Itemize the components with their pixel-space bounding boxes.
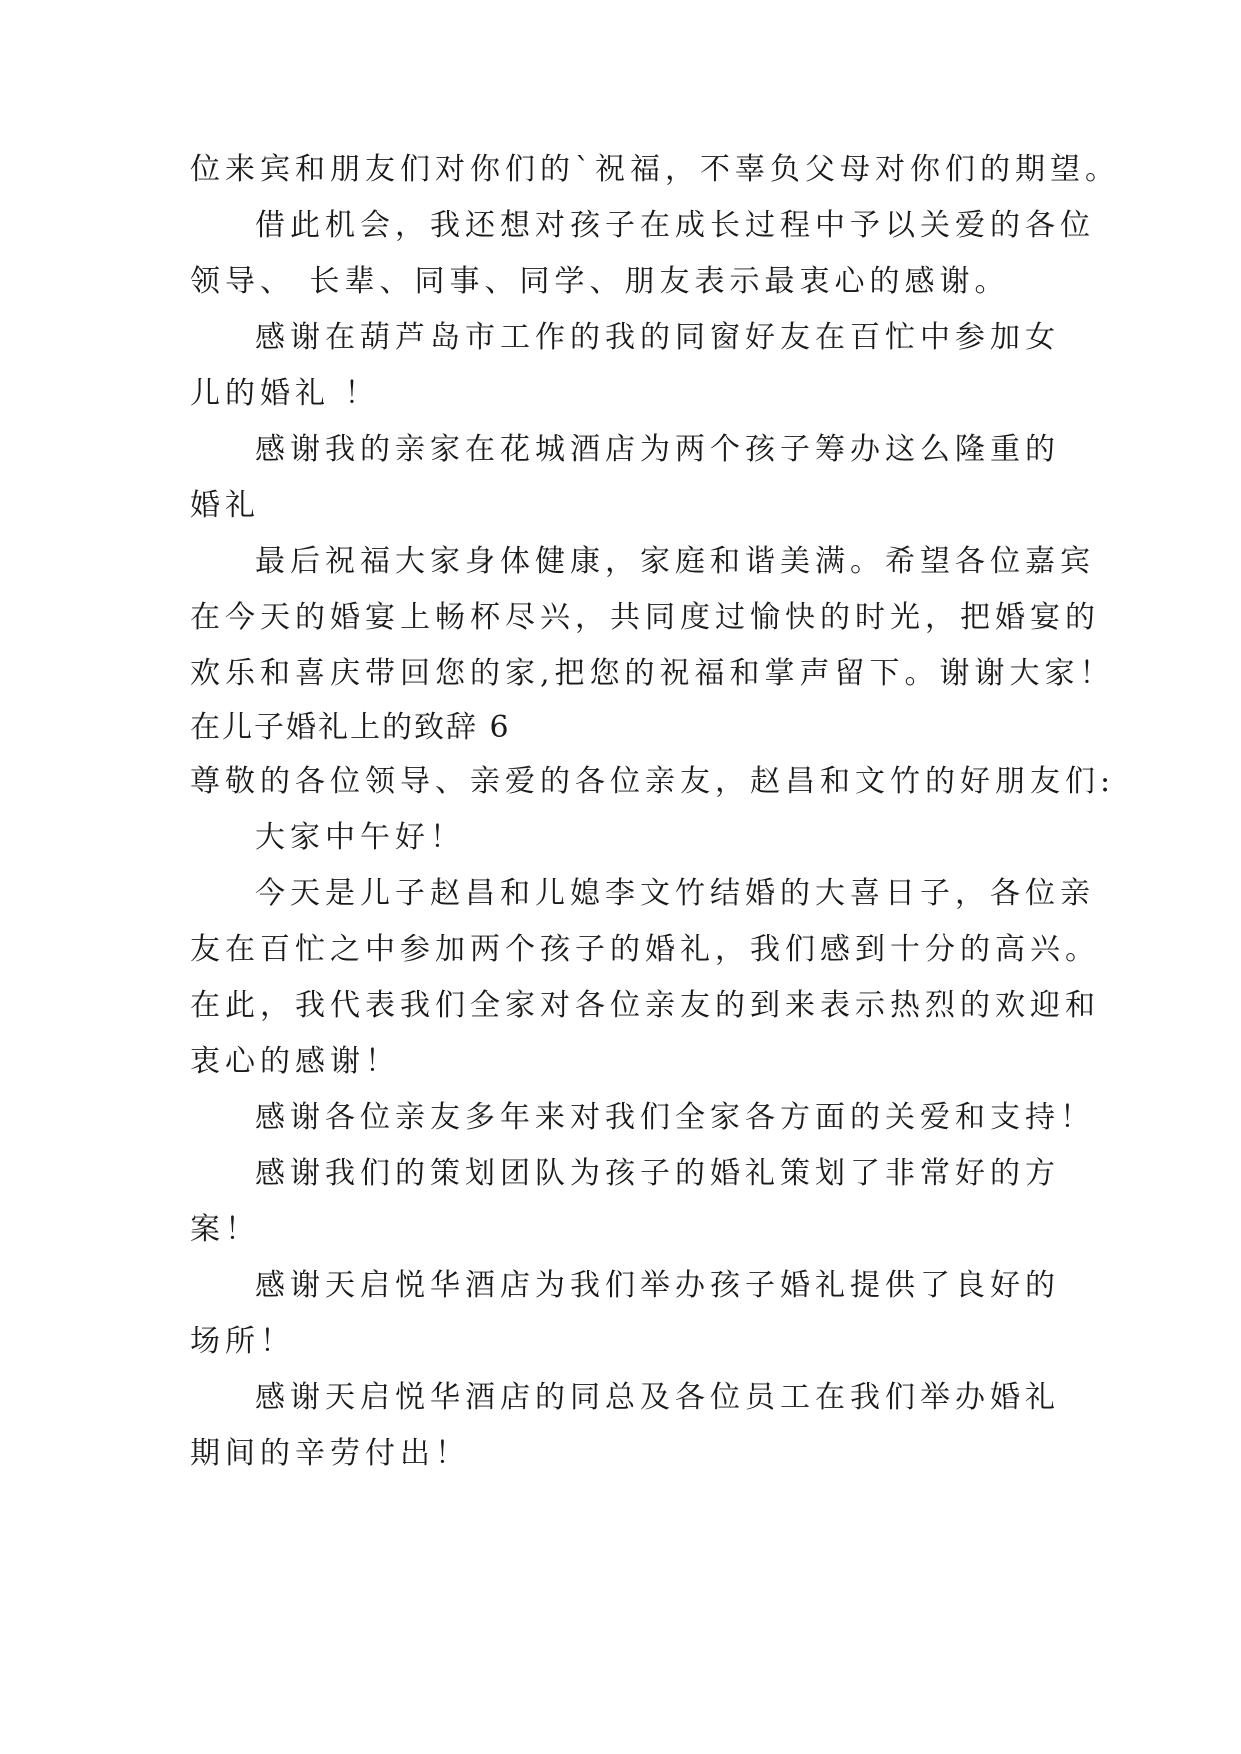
text-line: 婚礼 [190,488,260,523]
text-line: 位来宾和朋友们对你们的`祝福，不辜负父母对你们的期望。 [190,152,1120,187]
paragraph-start-line: 感谢天启悦华酒店为我们举办孩子婚礼提供了良好的 [255,1268,1060,1303]
text-line: 案！ [190,1212,260,1247]
paragraph-start-line: 感谢天启悦华酒店的同总及各位员工在我们举办婚礼 [255,1380,1060,1415]
text-line: 欢乐和喜庆带回您的家,把您的祝福和掌声留下。谢谢大家！ [190,656,1115,691]
salutation-line: 尊敬的各位领导、亲爱的各位亲友，赵昌和文竹的好朋友们: [190,764,1116,799]
paragraph-start-line: 感谢各位亲友多年来对我们全家各方面的关爱和支持！ [255,1100,1095,1135]
text-line: 在今天的婚宴上畅杯尽兴，共同度过愉快的时光，把婚宴的 [190,600,1100,635]
paragraph-start-line: 今天是儿子赵昌和儿媳李文竹结婚的大喜日子，各位亲 [255,876,1095,911]
text-line: 领导、 长辈、同事、同学、朋友表示最衷心的感谢。 [190,264,1010,299]
greeting-line: 大家中午好！ [255,820,465,855]
text-line: 友在百忙之中参加两个孩子的婚礼，我们感到十分的高兴。 [190,932,1100,967]
text-line: 在此，我代表我们全家对各位亲友的到来表示热烈的欢迎和 [190,988,1100,1023]
text-line: 场所！ [190,1324,295,1359]
text-line: 期间的辛劳付出！ [190,1436,470,1471]
paragraph-start-line: 感谢我们的策划团队为孩子的婚礼策划了非常好的方 [255,1156,1060,1191]
paragraph-start-line: 感谢在葫芦岛市工作的我的同窗好友在百忙中参加女 [255,320,1060,355]
paragraph-start-line: 最后祝福大家身体健康，家庭和谐美满。希望各位嘉宾 [255,544,1095,579]
section-heading: 在儿子婚礼上的致辞 6 [190,710,511,745]
paragraph-start-line: 借此机会，我还想对孩子在成长过程中予以关爱的各位 [255,208,1095,243]
paragraph-start-line: 感谢我的亲家在花城酒店为两个孩子筹办这么隆重的 [255,432,1060,467]
text-line: 衷心的感谢！ [190,1044,400,1079]
text-line: 儿的婚礼 ！ [190,376,380,411]
